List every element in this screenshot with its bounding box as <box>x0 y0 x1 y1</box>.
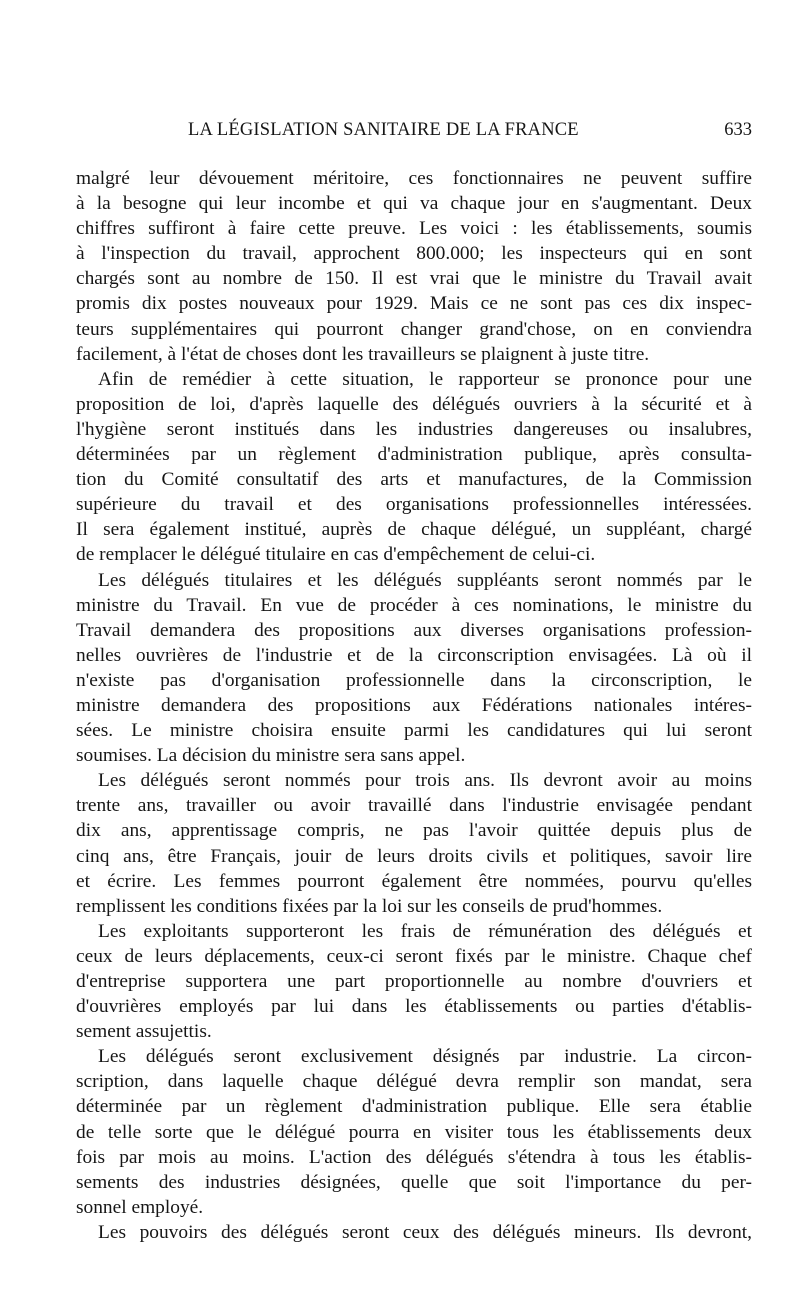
text-line: d'ouvrières employés par lui dans les établissements ou parties d'établis- <box>76 996 752 1018</box>
paragraph-6 <box>76 1044 752 1220</box>
text-line: et écrire. Les femmes pourront également être nommées, pourvu qu'elles <box>76 870 752 892</box>
text-line: l'hygiène seront institués dans les industries dangereuses ou insalubres, <box>76 418 752 440</box>
text-line: à l'inspection du travail, approchent 800.000; les inspecteurs qui en sont <box>76 243 752 265</box>
text-line: n'existe pas d'organisation professionnelle dans la circonscription, le <box>76 669 752 691</box>
text-line: tion du Comité consultatif des arts et manufactures, de la Commission <box>76 469 752 491</box>
text-line: Travail demandera des propositions aux diverses organisations profession- <box>76 619 752 641</box>
text-line: sées. Le ministre choisira ensuite parmi les candidatures qui lui seront <box>76 720 752 742</box>
text-line: Les pouvoirs des délégués seront ceux des délégués mineurs. Ils devront, <box>98 1221 752 1243</box>
text-line: teurs supplémentaires qui pourront changer grand'chose, on en conviendra <box>76 318 752 340</box>
text-line: nelles ouvrières de l'industrie et de la circonscription envisagées. Là où il <box>76 644 752 666</box>
text-line: chargés sont au nombre de 150. Il est vrai que le ministre du Travail avait <box>76 268 752 290</box>
text-line: sements des industries désignées, quelle que soit l'importance du per- <box>76 1171 752 1193</box>
paragraph-5 <box>76 919 752 1044</box>
text-line: de remplacer le délégué titulaire en cas d'empêchement de celui-ci. <box>76 544 596 566</box>
text-line: Il sera également institué, auprès de chaque délégué, un suppléant, chargé <box>76 519 752 541</box>
text-line: cinq ans, être Français, jouir de leurs droits civils et politiques, savoir lire <box>76 845 752 867</box>
text-line: supérieure du travail et des organisations professionnelles intéressées. <box>76 494 752 516</box>
text-line: chiffres suffiront à faire cette preuve. Les voici : les établissements, soumis <box>76 218 752 240</box>
text-line: ceux de leurs déplacements, ceux-ci seront fixés par le ministre. Chaque chef <box>76 945 752 967</box>
text-line: proposition de loi, d'après laquelle des délégués ouvriers à la sécurité et à <box>76 393 752 415</box>
paragraph-7 <box>76 1220 752 1245</box>
paragraph-3 <box>76 568 752 769</box>
text-line: d'entreprise supportera une part proportionnelle au nombre d'ouvriers et <box>76 971 752 992</box>
text-line: Les délégués seront exclusivement désignés par industrie. La circon- <box>98 1046 752 1068</box>
text-line: scription, dans laquelle chaque délégué devra remplir son mandat, sera <box>76 1071 752 1093</box>
body-text <box>76 166 752 1245</box>
text-line: ministre demandera des propositions aux Fédérations nationales intéres- <box>76 694 752 716</box>
text-line: dix ans, apprentissage compris, ne pas l'avoir quittée depuis plus de <box>76 820 752 842</box>
text-line: de telle sorte que le délégué pourra en visiter tous les établissements deux <box>76 1121 752 1143</box>
text-line: facilement, à l'état de choses dont les travailleurs se plaignent à juste titre. <box>76 343 650 365</box>
text-line: Les délégués titulaires et les délégués suppléants seront nommés par le <box>98 569 752 591</box>
text-line: remplissent les conditions fixées par la loi sur les conseils de prud'hommes. <box>76 895 663 917</box>
paragraph-1 <box>76 166 752 367</box>
text-line: Les délégués seront nommés pour trois ans. Ils devront avoir au moins <box>98 770 752 792</box>
text-line: fois par mois au moins. L'action des délégués s'étendra à tous les établis- <box>76 1146 752 1168</box>
running-header <box>76 120 752 146</box>
text-line: Les exploitants supporteront les frais de rémunération des délégués et <box>98 920 752 942</box>
text-line: déterminée par un règlement d'administration publique. Elle sera établie <box>76 1096 752 1118</box>
page-number: 633 <box>724 120 752 140</box>
paragraph-4 <box>76 768 752 919</box>
text-line: déterminées par un règlement d'administration publique, après consulta- <box>76 444 752 466</box>
text-line: sonnel employé. <box>76 1196 204 1218</box>
paragraph-2 <box>76 367 752 568</box>
text-line: à la besogne qui leur incombe et qui va chaque jour en s'augmentant. Deux <box>76 193 752 215</box>
running-title: LA LÉGISLATION SANITAIRE DE LA FRANCE <box>188 120 579 140</box>
text-line: trente ans, travailler ou avoir travaillé dans l'industrie envisagée pendant <box>76 795 752 817</box>
text-line: ministre du Travail. En vue de procéder à ces nominations, le ministre du <box>76 594 752 616</box>
text-line: sement assujettis. <box>76 1021 212 1043</box>
text-line: soumises. La décision du ministre sera sans appel. <box>76 745 466 767</box>
text-line: Afin de remédier à cette situation, le rapporteur se prononce pour une <box>98 368 752 390</box>
text-line: promis dix postes nouveaux pour 1929. Mais ce ne sont pas ces dix inspec- <box>76 293 752 315</box>
text-line: malgré leur dévouement méritoire, ces fonctionnaires ne peuvent suffire <box>76 168 752 189</box>
